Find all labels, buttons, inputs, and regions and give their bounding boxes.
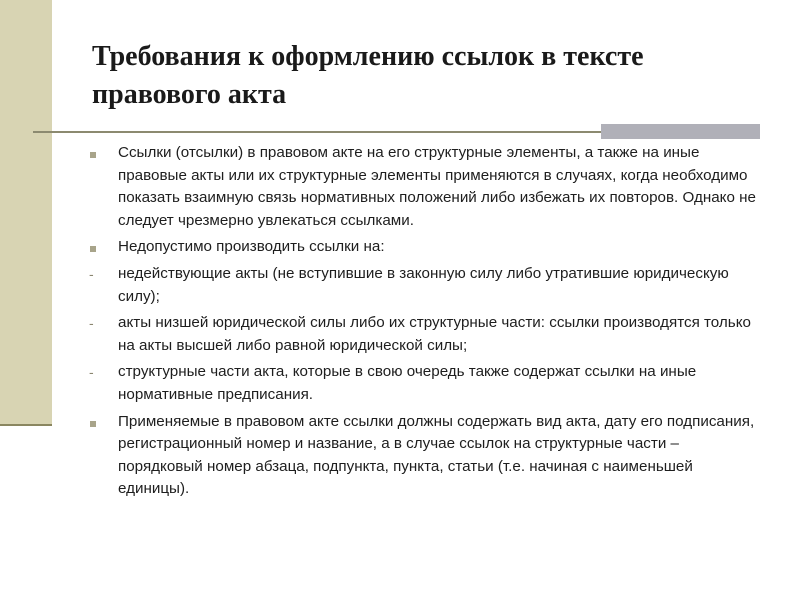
bullet-item	[88, 236, 760, 259]
bullet-text: Недопустимо производить ссылки на:	[118, 238, 385, 256]
dash-item	[88, 312, 760, 357]
side-decor-line	[0, 424, 52, 426]
dash-bullet-icon: -	[89, 265, 94, 282]
dash-bullet-icon: -	[89, 315, 94, 332]
dash-item	[88, 263, 760, 308]
bullet-text: акты низшей юридической силы либо их структурные части: ссылки производятся только на акты высшей либо равной юридической силы;	[118, 314, 751, 354]
bullet-text: Применяемые в правовом акте ссылки должны содержать вид акта, дату его подписания, регистрационный номер и название, а в случае ссылок на структурные части – порядковый номер абзаца, подпункта, пункта, статьи (т.е. начиная с наименьшей единицы).	[118, 412, 755, 498]
dash-bullet-icon: -	[89, 364, 94, 381]
side-decor-bar	[0, 0, 52, 424]
title-accent-box	[601, 124, 760, 139]
square-bullet-icon	[90, 152, 96, 158]
title-divider	[33, 131, 601, 133]
bullet-item	[88, 411, 760, 501]
bullet-text: Ссылки (отсылки) в правовом акте на его структурные элементы, а также на иные правовые акты или их структурные элементы применяются в случаях, когда необходимо показать взаимную связь нормативных положений либо избежать их повторов. Однако не следует чрезмерно увлекаться ссылками.	[118, 144, 756, 229]
dash-item	[88, 361, 760, 406]
bullet-list	[88, 142, 760, 505]
bullet-text: структурные части акта, которые в свою очередь также содержат ссылки на иные нормативные предписания.	[118, 363, 697, 403]
square-bullet-icon	[90, 421, 96, 427]
bullet-text: недействующие акты (не вступившие в законную силу либо утратившие юридическую силу);	[118, 264, 729, 305]
square-bullet-icon	[90, 246, 96, 252]
bullet-item	[88, 142, 760, 232]
slide-title: Требования к оформлению ссылок в тексте правового акта	[92, 41, 644, 110]
